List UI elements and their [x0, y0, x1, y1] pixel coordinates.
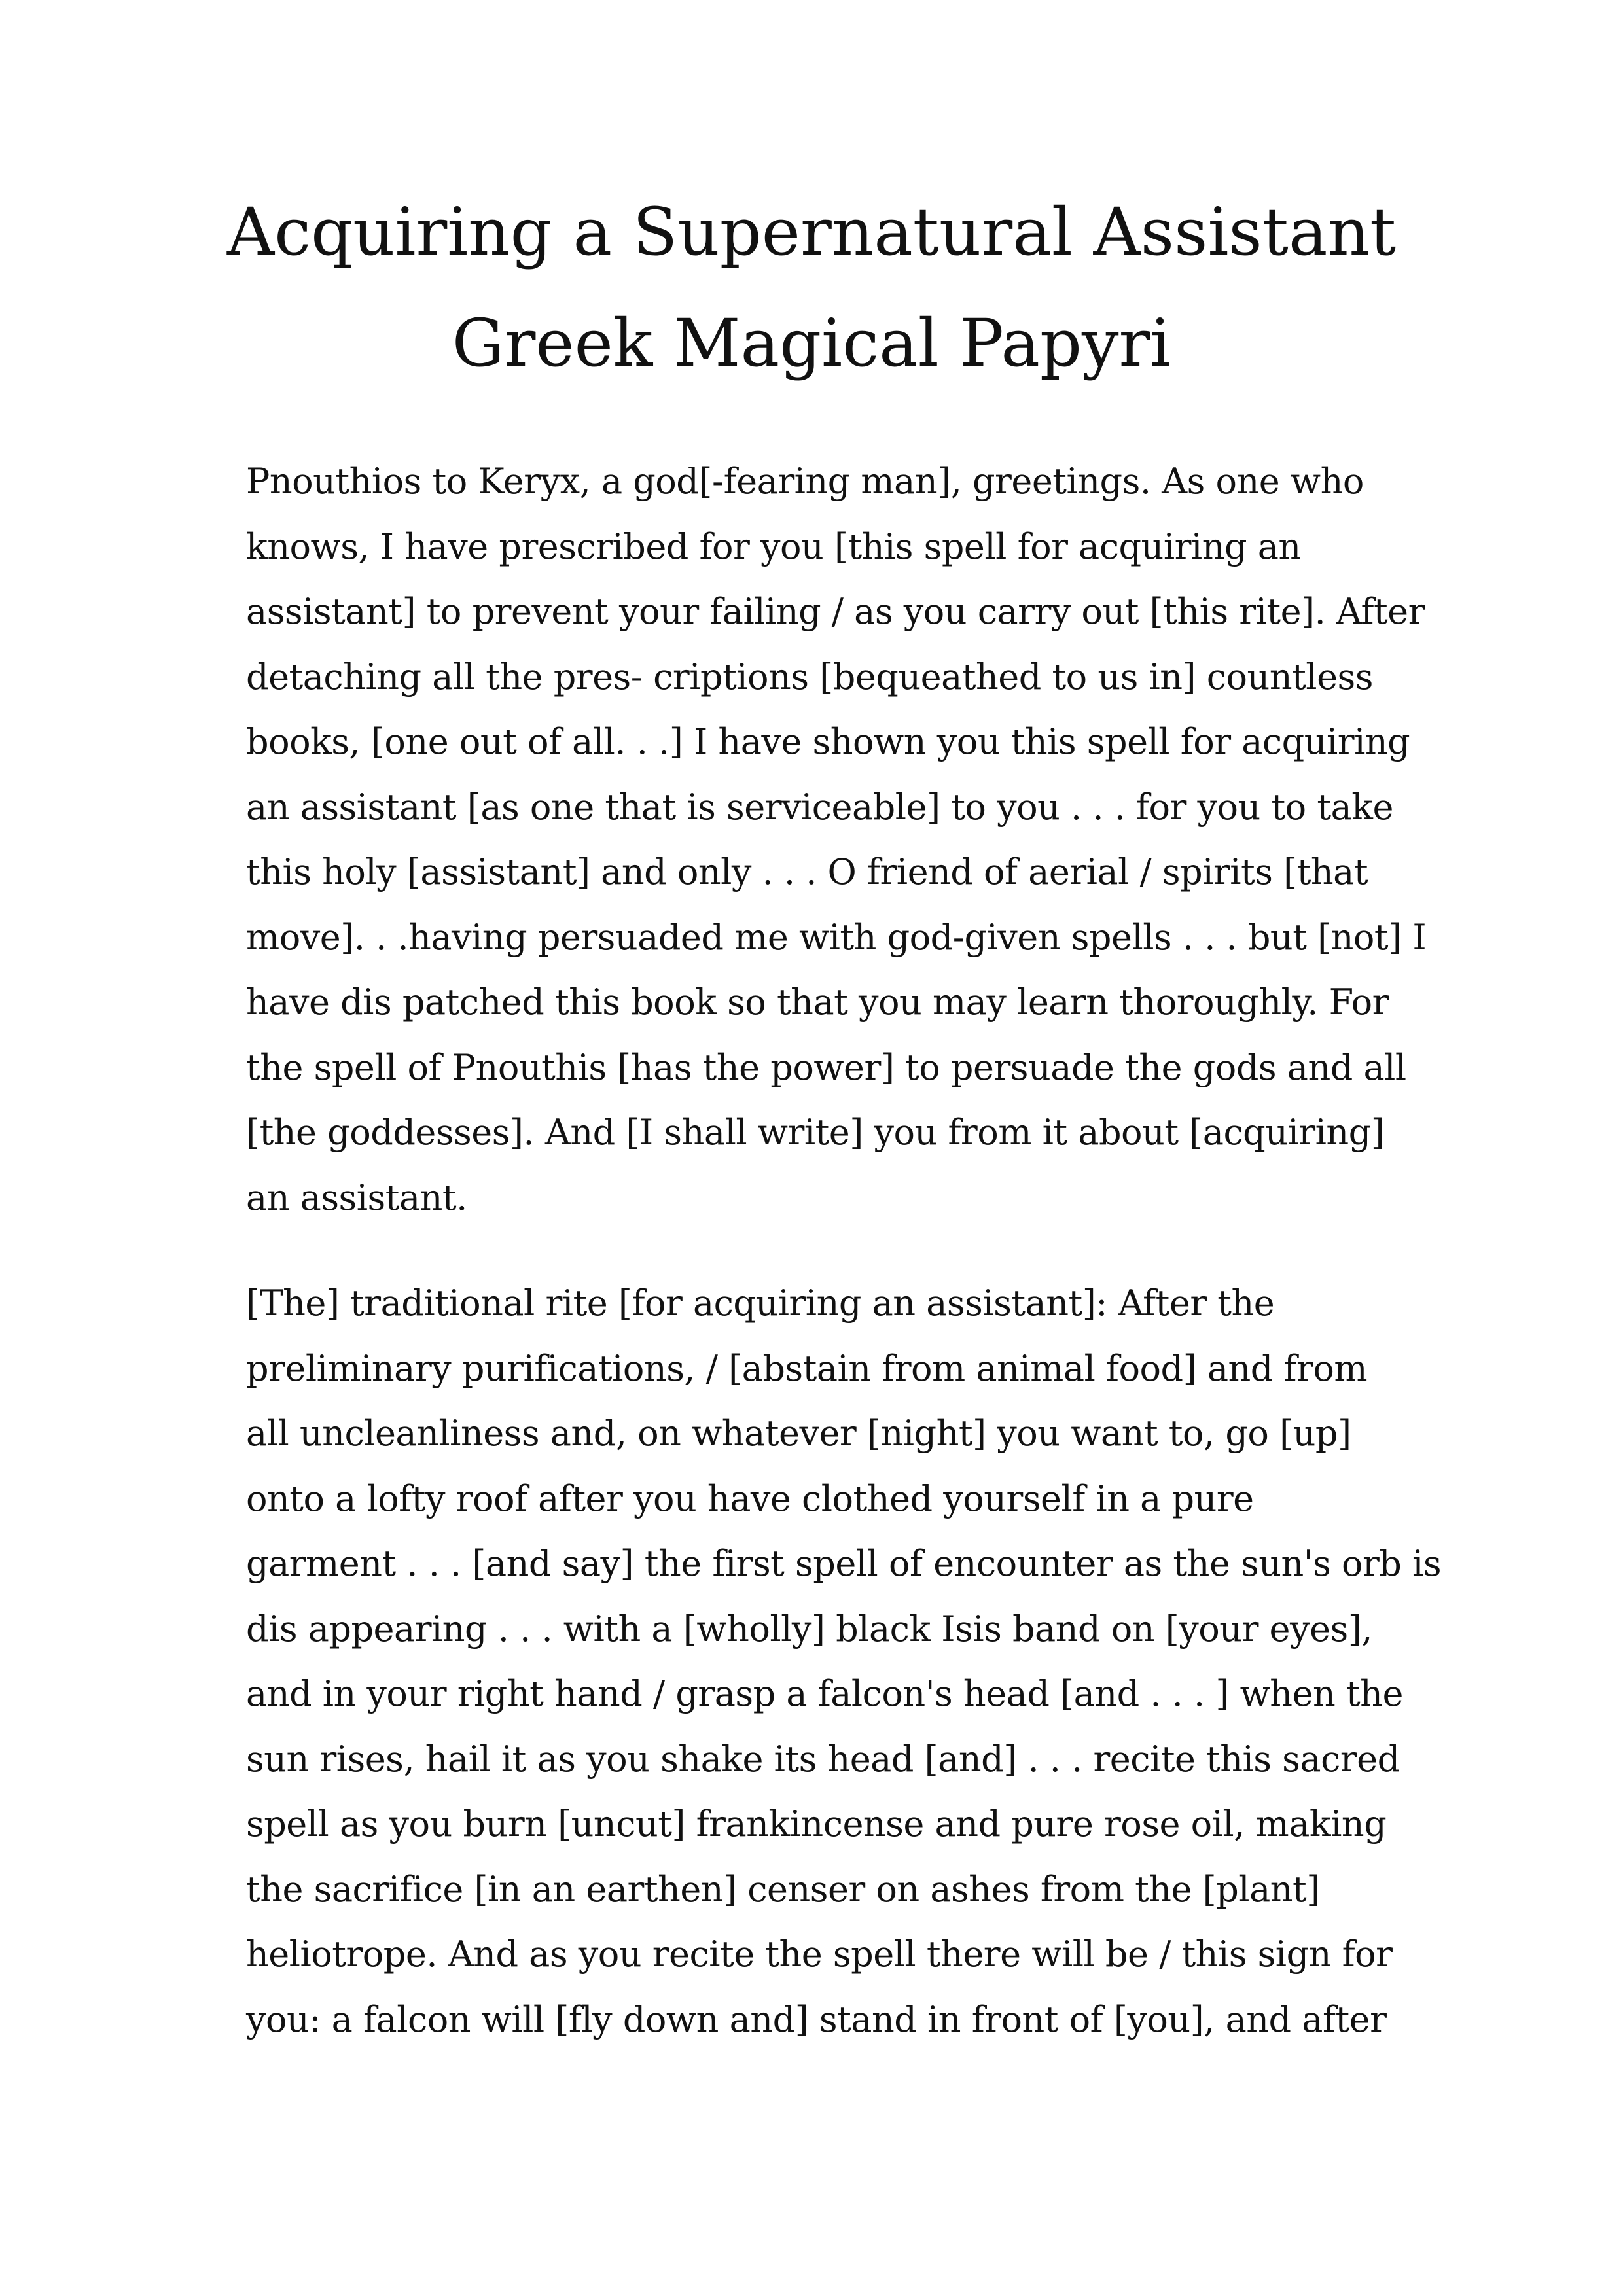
text-line: preliminary purifications, / [abstain from animal food] and from	[246, 1347, 1368, 1389]
text-line: heliotrope. And as you recite the spell there will be / this sign for	[246, 1934, 1393, 1975]
paragraph-2	[246, 1271, 1442, 2052]
page-title: Acquiring a Supernatural Assistant	[226, 194, 1397, 270]
text-line: have dis patched this book so that you may learn thoroughly. For	[246, 981, 1389, 1023]
text-line: spell as you burn [uncut] frankincense and pure rose oil, making	[246, 1803, 1387, 1845]
text-line: knows, I have prescribed for you [this spell for acquiring an	[246, 525, 1301, 567]
text-line: move]. . .having persuaded me with god-given spells . . . but [not] I	[246, 916, 1427, 958]
text-line: the spell of Pnouthis [has the power] to persuade the gods and all	[246, 1046, 1406, 1088]
text-line: an assistant.	[246, 1176, 467, 1218]
text-line: detaching all the pres- criptions [bequeathed to us in] countless	[246, 656, 1373, 698]
text-line: [the goddesses]. And [I shall write] you from it about [acquiring]	[246, 1112, 1385, 1153]
title-block	[0, 177, 1623, 399]
text-line: the sacrifice [in an earthen] censer on ashes from the [plant]	[246, 1868, 1320, 1910]
text-line: sun rises, hail it as you shake its head [and] . . . recite this sacred	[246, 1738, 1400, 1780]
text-line: you: a falcon will [fly down and] stand in front of [you], and after	[246, 1998, 1387, 2040]
text-line: books, [one out of all. . .] I have shown you this spell for acquiring	[246, 721, 1410, 762]
text-line: this holy [assistant] and only . . . O friend of aerial / spirits [that	[246, 851, 1368, 892]
text-line: assistant] to prevent your failing / as you carry out [this rite]. After	[246, 591, 1425, 632]
text-line: dis appearing . . . with a [wholly] black Isis band on [your eyes],	[246, 1608, 1372, 1650]
paragraph-1	[246, 449, 1427, 1230]
text-line: garment . . . [and say] the first spell of encounter as the sun's orb is	[246, 1543, 1442, 1584]
text-line: and in your right hand / grasp a falcon's head [and . . . ] when the	[246, 1673, 1403, 1714]
text-line: all uncleanliness and, on whatever [night] you want to, go [up]	[246, 1413, 1351, 1454]
text-line: [The] traditional rite [for acquiring an assistant]: After the	[246, 1282, 1275, 1324]
text-line: onto a lofty roof after you have clothed yourself in a pure	[246, 1477, 1254, 1519]
page-subtitle: Greek Magical Papyri	[452, 305, 1171, 381]
text-line: Pnouthios to Keryx, a god[-fearing man], greetings. As one who	[246, 461, 1364, 502]
text-line: an assistant [as one that is serviceable] to you . . . for you to take	[246, 786, 1393, 828]
